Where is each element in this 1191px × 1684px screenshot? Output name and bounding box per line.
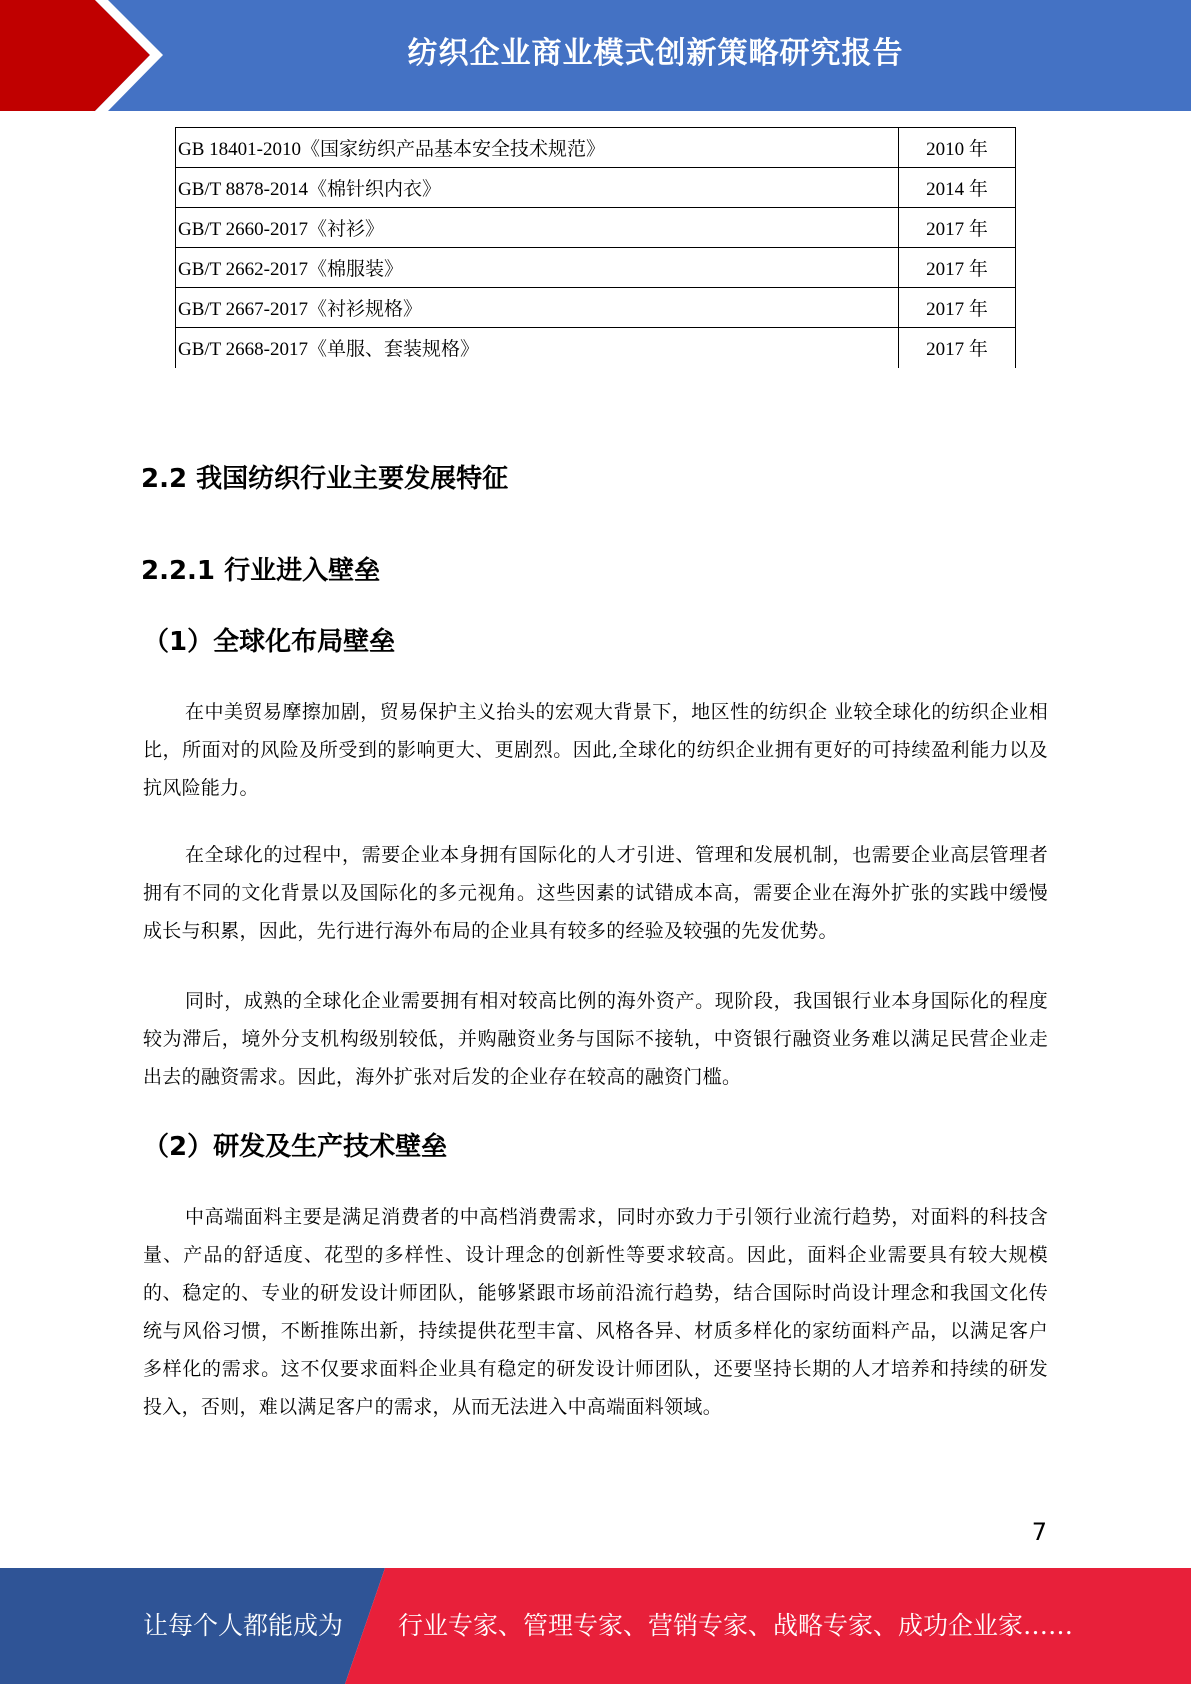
section-heading: 2.2 我国纺织行业主要发展特征 [141, 464, 509, 494]
standard-year: 2010 年 [899, 128, 1016, 168]
subsection-heading: 2.2.1 行业进入壁垒 [141, 556, 381, 586]
standards-table [175, 127, 1016, 368]
standard-year: 2017 年 [899, 328, 1016, 368]
report-title: 纺织企业商业模式创新策略研究报告 [407, 36, 904, 71]
table-row [176, 248, 1016, 288]
table-row [176, 128, 1016, 168]
page-footer [0, 1568, 1191, 1684]
standard-name: GB/T 2660-2017《衬衫》 [176, 208, 899, 248]
footer-slogan-right: 行业专家、管理专家、营销专家、战略专家、成功企业家…… [398, 1611, 1074, 1640]
part2-heading: （2）研发及生产技术壁垒 [143, 1132, 448, 1162]
footer-slogan-left: 让每个人都能成为 [143, 1611, 344, 1640]
table-row [176, 288, 1016, 328]
standard-name: GB/T 2667-2017《衬衫规格》 [176, 288, 899, 328]
paragraph: 在中美贸易摩擦加剧，贸易保护主义抬头的宏观大背景下，地区性的纺织企 业较全球化的纺织企业相比，所面对的风险及所受到的影响更大、更剧烈。因此,全球化的纺织企业拥有更好的可持续盈利能力以及抗风险能力。 [143, 701, 1048, 799]
table-row [176, 168, 1016, 208]
paragraph: 同时，成熟的全球化企业需要拥有相对较高比例的海外资产。现阶段，我国银行业本身国际化的程度较为滞后，境外分支机构级别较低，并购融资业务与国际不接轨，中资银行融资业务难以满足民营企业走出去的融资需求。因此，海外扩张对后发的企业存在较高的融资门槛。 [143, 990, 1048, 1088]
paragraph: 中高端面料主要是满足消费者的中高档消费需求，同时亦致力于引领行业流行趋势，对面料的科技含量、产品的舒适度、花型的多样性、设计理念的创新性等要求较高。因此，面料企业需要具有较大规模的、稳定的、专业的研发设计师团队，能够紧跟市场前沿流行趋势，结合国际时尚设计理念和我国文化传统与风俗习惯，不断推陈出新，持续提供花型丰富、风格各异、材质多样化的家纺面料产品，以满足客户多样化的需求。这不仅要求面料企业具有稳定的研发设计师团队，还要坚持长期的人才培养和持续的研发投入，否则，难以满足客户的需求，从而无法进入中高端面料领域。 [143, 1206, 1048, 1418]
standard-year: 2017 年 [899, 208, 1016, 248]
part1-heading: （1）全球化布局壁垒 [143, 627, 396, 657]
page-number: 7 [1031, 1518, 1047, 1546]
standard-name: GB/T 2668-2017《单服、套装规格》 [176, 328, 899, 368]
standard-name: GB/T 2662-2017《棉服装》 [176, 248, 899, 288]
standard-year: 2014 年 [899, 168, 1016, 208]
standard-name: GB 18401-2010《国家纺织产品基本安全技术规范》 [176, 128, 899, 168]
paragraph: 在全球化的过程中，需要企业本身拥有国际化的人才引进、管理和发展机制，也需要企业高层管理者拥有不同的文化背景以及国际化的多元视角。这些因素的试错成本高，需要企业在海外扩张的实践中缓慢成长与积累，因此，先行进行海外布局的企业具有较多的经验及较强的先发优势。 [143, 844, 1048, 942]
standard-year: 2017 年 [899, 248, 1016, 288]
standard-name: GB/T 8878-2014《棉针织内衣》 [176, 168, 899, 208]
page-header [0, 0, 1191, 111]
standard-year: 2017 年 [899, 288, 1016, 328]
table-row [176, 328, 1016, 368]
table-row [176, 208, 1016, 248]
